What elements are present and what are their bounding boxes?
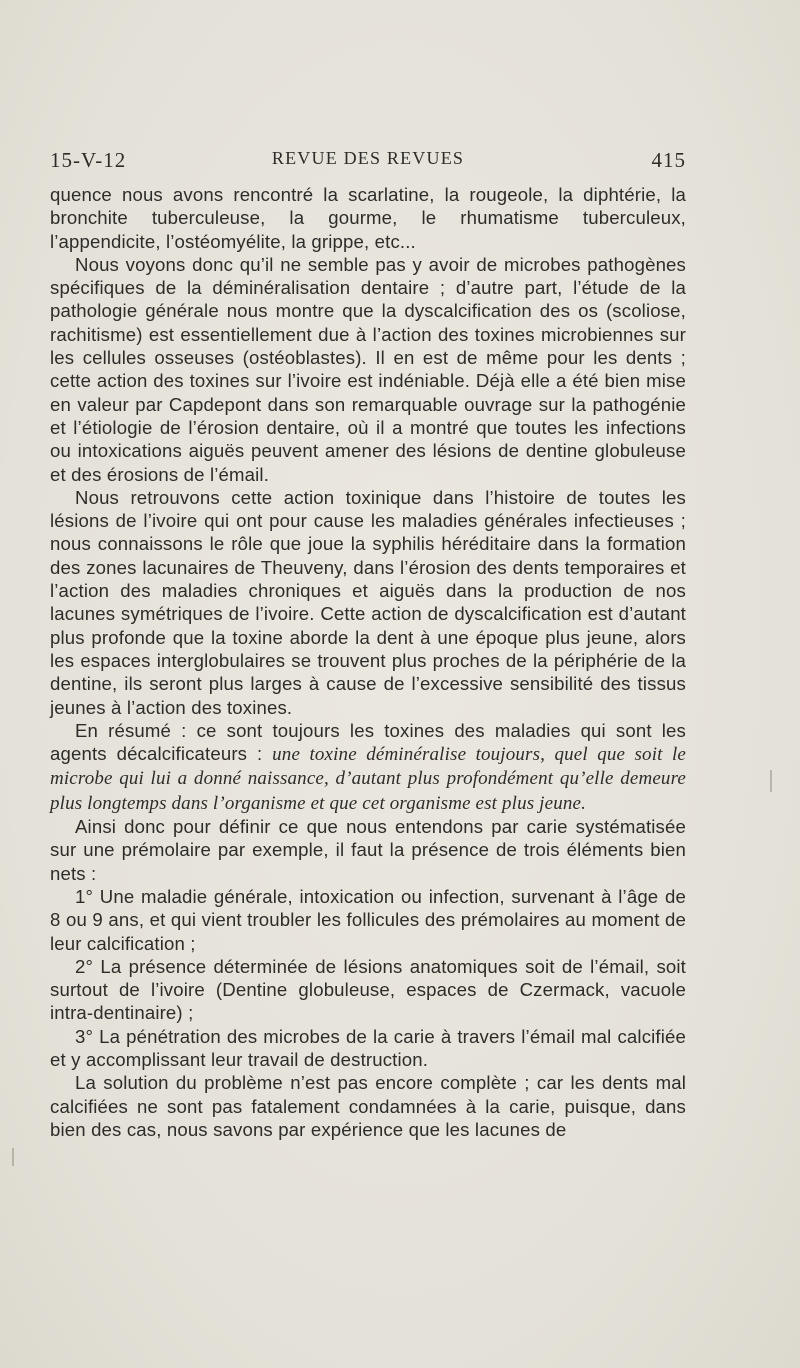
text-segment: Nous retrouvons cette action toxinique dans l’histoire de toutes les lésions de l’ivoire qui ont pour cause les maladies générales infectieuses ; nous connaissons le rôle que joue la syphilis héréditaire dans la formation des zones lacunaires de Theuveny, dans l’érosion des dents temporaires et l’action des maladies chroniques et aiguës dans la production de nos lacunes symétriques de l’ivoire. Cette action de dyscalcification est d’autant plus profonde que la toxine aborde la dent à une époque plus jeune, alors les espaces interglobulaires se trouvent plus proches de la périphérie de la dentine, ils seront plus larges à cause de l’excessive sensibilité des tissus jeunes à l’action des toxines. bbox=[50, 486, 686, 718]
text-segment: Nous voyons donc qu’il ne semble pas y avoir de microbes pathogènes spécifiques de la déminéralisation dentaire ; d’autre part, l’étude de la pathologie générale nous montre que la dyscalcification des os (scoliose, rachitisme) est essentiellement due à l’action des toxines microbiennes sur les cellules osseuses (ostéoblastes). Il en est de même pour les dents ; cette action des toxines sur l’ivoire est indéniable. Déjà elle a été bien mise en valeur par Capdepont dans son remarquable ouvrage sur la pathogénie et l’étiologie de l’érosion dentaire, où il a montré que toutes les infections ou intoxications aiguës peuvent amener des lésions de dentine globuleuse et des érosions de l’émail. bbox=[50, 253, 686, 485]
paragraph bbox=[50, 183, 686, 253]
text-segment: quence nous avons rencontré la scarlatine, la rougeole, la diphtérie, la bronchite tuberculeuse, la gourme, le rhumatisme tuberculeux, l’appendicite, l’ostéomyélite, la grippe, etc... bbox=[50, 184, 686, 252]
paragraph bbox=[50, 253, 686, 486]
article-body bbox=[50, 183, 686, 1141]
header-title: REVUE DES REVUES bbox=[271, 148, 465, 168]
text-segment: 1° Une maladie générale, intoxication ou infection, survenant à l’âge de 8 ou 9 ans, et qui vient troubler les follicules des prémolaires au moment de leur calcification ; bbox=[50, 885, 686, 954]
margin-scratch-mark bbox=[770, 770, 772, 792]
paragraph bbox=[50, 1025, 686, 1072]
header-date: 15-V-12 bbox=[50, 148, 127, 172]
paragraph bbox=[50, 955, 686, 1025]
text-segment: En résumé : ce sont toujours les toxines des maladies qui sont les agents décalcificateurs : bbox=[50, 719, 686, 765]
text-segment: 3° La pénétration des microbes de la carie à travers l’émail mal calcifiée et y accomplissant leur travail de destruction. bbox=[50, 1025, 686, 1070]
text-segment: La solution du problème n’est pas encore complète ; car les dents mal calcifiées ne sont pas fatalement condamnées à la carie, puisque, dans bien des cas, nous savons par expérience que les lacunes de bbox=[50, 1072, 686, 1140]
page-number: 415 bbox=[651, 148, 686, 172]
text-segment: Ainsi donc pour définir ce que nous entendons par carie systématisée sur une prémolaire par exemple, il faut la présence de trois éléments bien nets : bbox=[50, 816, 686, 884]
paragraph bbox=[50, 486, 686, 719]
paragraph bbox=[50, 1071, 686, 1141]
paragraph bbox=[50, 719, 686, 815]
margin-scratch-mark bbox=[12, 1148, 14, 1166]
text-segment: 2° La présence déterminée de lésions anatomiques soit de l’émail, soit surtout de l’ivoire (Dentine globuleuse, espaces de Czermack, vacuole intra-dentinaire) ; bbox=[50, 955, 686, 1024]
paragraph bbox=[50, 815, 686, 885]
italic-text-segment: une toxine déminéralise toujours, quel que soit le microbe qui lui a donné naissance, d’autant plus profondément qu’elle demeure plus longtemps dans l’organisme et que cet organisme est plus jeune. bbox=[50, 744, 687, 814]
running-header bbox=[50, 148, 686, 178]
paragraph bbox=[50, 885, 686, 955]
